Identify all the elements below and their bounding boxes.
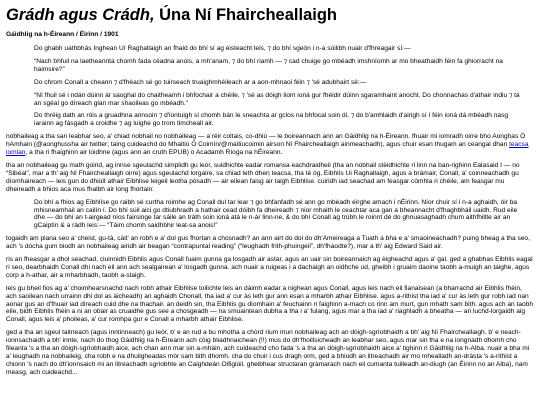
- body-text: nobhaileag a tha san leabhar seo, a' chiad nobhail no nobhaileag — a réir coltais, co-dhiù — le boireannach ann an Gàidhlig na h-Éireann. fhuair mi iomradh oirre bho Aonghas Ó hAmhain (@aonghussha air twitter; taing cuideachd do Mhaitiú Ó Coimín/@maitiucoimin airson Ní Fhaircheallaigh ainmeachadh), agus chuir esan thugam an ceangal dhan: [6, 133, 526, 149]
- quote-paragraph-1: Do ghabh uathbhás Inghean Uí Raghallaigh an fhaid do bhí sí ag éisteacht leis, ⁊ do bhí sgeón i n-a súilibh nuair d'fhreagair sí:—: [34, 45, 411, 52]
- quote-paragraph-3: Do chrom Conall a cheann ⁊ d'fhéach sé go tuirseach truaighmhéileach ar a aon-mhnaoi féin ⁊ 'sé adubhairt sé:—: [34, 78, 367, 86]
- title-text: Grádh agus Crádh,: [6, 6, 155, 24]
- byline: Gáidhlig na h-Éireann / Éirinn / 1901: [6, 31, 119, 38]
- author-name: Úna Ní Fhaircheallaigh: [159, 6, 337, 24]
- body-paragraph-2: tha an nobhaileag gu math goirid, ag innse sgeulachd simplidh gu leòr, suidhichte eadar romansa eachdraidheil (tha an nobhail stèidhichte ri linn na ban-righinn Ealasaid I — no “Sibéal”, mar a th' aig Ní Fhaircheallaigh oirre) agus sgeulachd lorgaire, sa chiad leth dhen teacsa, tha té òg, Eibhlís Ui Raghallaigh, agus a bràmair, Conall, a' coinneachadh gu dìomhaireach — leis gun do dhiùlt athair Eibhlise leigeil leotha pòsadh — air eilean faisg air taigh Eibhlise. cuiridh iad seachad am feasgar còmhla ri chèile, am feasgar mu dheireadh a bhios aca mus fhalbh air long fhortain:: [6, 161, 520, 193]
- body-paragraph-6: ged a tha an sgeul taitneach (agus inntinneach) gu leòr, b' e an rud a bu mhotha a chòrd rium mun nobhaileag ach an dòigh-sgrìobhaidh a bh' aig Ní Fhaircheallaigh. b' e neach-ionnsachaidh a bh' innte, nach do thog Gàidhlig na h-Éireann ach còig bliadhnaichean (!!) mus do dh'fhoillsicheadh an leabhar seo, agus mar sin tha e na iongnadh dhomh cho fileanta 's a tha an dòigh-sgrìobhaidh aice, ach chan ann mar sin a-mhàin, ach cuideachd cho fada 's a tha an dòigh-sgrìobhaidh aice a' tighinn ri Gàidhlig na h-Alba. nuair a bha mi a' leughadh na nobhaileig, cha robh e na dhuilgheadas mòr sam bith dhomh. cha do chuir i cus dragh orm, ged a bhiodh an litreachadh air mo mhealladh an-dràsta 's a-rithist a chionn 's nach do dh'ionnsaich mi an litreachadh sgrìobhte an Caighdeán Oifigiúil. gheibhear structaran gràmarach nach eil cumanta tuilleadh an-diugh (an Éirinn no an Alba), nam measg, ach cuideachd...: [6, 329, 530, 376]
- quote-paragraph-4: “Ní fhuil sé i ndán dúinn ár saoghal do chaitheamh i bhfochair a chéile, ⁊ 'sé as dóigh liom ioná gur fhéidir dúinn sgaramhaint anocht. Do chonnachas d'athair indiu ⁊ tá an sgéal go díreach glan mar shaoileas go mbéadh.”: [34, 91, 520, 107]
- quote-paragraph-2: “Nach bhfuil na laetheannta chomh fada céadna anois, a mh'anam, ⁊ do bhí riamh — ⁊ cad chuige go mbéadh imshníomh ar mo bheathaidh féin fa ghiorracht na haimsire?”: [34, 57, 503, 73]
- quote-paragraph-5: Do thréig dath an róis a gruadhna annsoin ⁊ d'iontuigh sí chomh bán le sneachta ar gclos na bhfocal soin di, ⁊ do b'amhlaidh d'airigh sí í féin ioná dá mbéadh nasg iarainn ag fásgadh a croidhe ⁊ ag luighe go trom timcheall air.: [34, 112, 509, 128]
- body-paragraph-5: leis gu bheil fios ag a' choimhearsnachd nach robh athair Eibhlise toilichte leis an dàimh eadar a nighean agus Conall, agus leis nach eil fianaisean (a bharrachd air Eibhlis fhèin, ach saoilean nach urrainn dhi dol as àicheadh) an aghaidh Chonall, tha iad a' cur às leth gur ann esan a mharbh athair Eibhlise. agus a-rithist tha iad a' cur às leth gur robh iad nan aonar gus an d'fhuair iad dìreach cuid dhe na thachair. an deidh sin, tha Eibhlis gu dìomhain a' feuchainn ri faighinn a-mach co rinn am murt, gun mhath sam bith. agus ach an taobh eile, bidh Eibhlis fhèin a ni an obair as cruaidhe gus see a chosgeadh — na smuaintean dubha a tha i a' fulang, agus mar a tha iad a' riaghladh a bheatha — an luchd-lorgaidh aig Conall, agus leis a' phoileas, a' cur romhpa gur e Conall a mharbh athair Eibhlise.: [6, 284, 534, 324]
- body-paragraph-1: [6, 133, 534, 157]
- full-text-link[interactable]: teacsa iomlan: [6, 141, 529, 157]
- body-paragraph-3: togaidh am plana seo a' cheist, gu-tà, càit' an robh e a' dol gus fhortan a chosnadh? an ann airt do dol do dh'Ameireaga a Tuath a bha e a' smaoineachadh? puing bheag a tha seo, ach 's dòcha gum biodh an nobhaileag airidh air beagan “contrapuntal reading” (“leughadh frith-phuingeil”, dh'fhaodte?), mar a th' aig Edward Said air.: [6, 235, 530, 251]
- document-title: [6, 6, 534, 25]
- quote-paragraph-6: Do bhí a fhios ag Eibhlíse go raibh sé curtha roimhe ag Conall dul tar lear ⁊ go bhfanfadh sé ann go mbéadh éirghe amach i nÉirinn. Níor chuir sí i n-a aghaidh, óir ba mhisneamhail an cailín í. Do bhí súil aici go dtiubhradh a hathair cead dóibh fa dheireadh ⁊ nior mhaith le ceachtar aca gan a bheannacht d'fhaghbháil uaidh. Rud eile dhe — do bhí an t-airgead níos fairsinge tar sáile an tráth soin ioná atá le n-ár linn-ne, & do bhí Conall ag trúbh le roinnt dé do ghnuasaghadh chum aithfhillte air an gCaiptín & a ràdh leis:— “Táim chomh saidhbhir leat-sa anois!”: [34, 198, 518, 230]
- body-text: , a tha ri fhaighinn air loidhne (agus ann an cruth EPUB) o Acadamh Rìoga na hÉireann.: [25, 149, 283, 157]
- body-paragraph-4: ris an fheasgar a dhol seachad, cluinnidh Eibhlis agus Conall fuaim gunna ga losgadh air astar, agus an uair sin boireannaich ag èigheachd agus a' gal. ged a ghabhas Eibhlis eagal ri seo, dearbhaidh Conall dhi nach eil ann ach sealgairean a' losgadh gunna. ach nuair a ruigeas i a dachaigh an oidhche ud, gheibh i gruaim daoine taobh a-muigh an taighe, agus corp a h-athar, air a mharbhadh, taobh a-staigh.: [6, 256, 533, 279]
